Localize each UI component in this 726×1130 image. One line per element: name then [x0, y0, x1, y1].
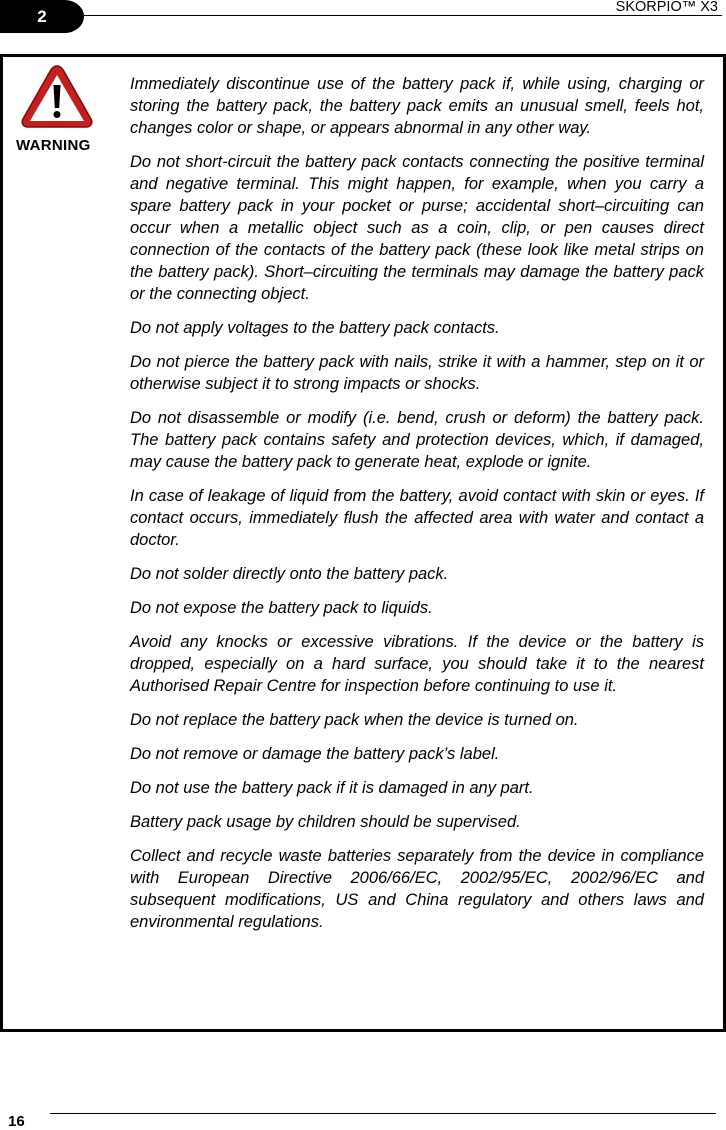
- header-rule: [84, 15, 722, 16]
- footer-rule: [50, 1113, 716, 1114]
- warning-paragraph: Do not expose the battery pack to liquids.: [130, 599, 433, 617]
- warning-paragraph: In case of leakage of liquid from the battery, avoid contact with skin or eyes. If contact occurs, immediately flush the affected area with water and contact a doctor.: [130, 487, 704, 549]
- warning-label: WARNING: [16, 137, 91, 154]
- warning-paragraph: Avoid any knocks or excessive vibrations. If the device or the battery is dropped, especially on a hard surface, you should take it to the nearest Authorised Repair Centre for inspection before continuing to use it.: [130, 633, 704, 695]
- warning-paragraph: Do not replace the battery pack when the device is turned on.: [130, 711, 579, 729]
- warning-paragraph: Battery pack usage by children should be supervised.: [130, 813, 521, 831]
- warning-paragraph: Do not remove or damage the battery pack’s label.: [130, 745, 500, 763]
- page-number: 16: [8, 1113, 25, 1130]
- warning-paragraph: Collect and recycle waste batteries separately from the device in compliance with European Directive 2006/66/EC, 2002/95/EC, 2002/96/EC and subsequent modifications, US and China regulatory and others laws and environmental regulations.: [130, 847, 704, 931]
- warning-paragraph: Do not solder directly onto the battery pack.: [130, 565, 449, 583]
- warning-paragraph: Do not pierce the battery pack with nails, strike it with a hammer, step on it or otherwise subject it to strong impacts or shocks.: [130, 353, 704, 393]
- warning-paragraph: Do not use the battery pack if it is damaged in any part.: [130, 779, 534, 797]
- warning-box: [0, 54, 726, 1032]
- warning-text: [130, 73, 704, 945]
- chapter-badge: [0, 0, 84, 33]
- warning-triangle-icon: [20, 63, 94, 129]
- warning-paragraph: Do not short-circuit the battery pack contacts connecting the positive terminal and negative terminal. This might happen, for example, when you carry a spare battery pack in your pocket or purse; accidental short–circuiting can occur when a metallic object such as a coin, clip, or pen causes direct connection of the contacts of the battery pack (these look like metal strips on the battery pack). Short–circuiting the terminals may damage the battery pack or the connecting object.: [130, 153, 704, 303]
- chapter-number: 2: [37, 6, 47, 26]
- product-title: SKORPIO™ X3: [612, 0, 718, 15]
- warning-paragraph: Do not disassemble or modify (i.e. bend, crush or deform) the battery pack. The battery pack contains safety and protection devices, which, if damaged, may cause the battery pack to generate heat, explode or ignite.: [130, 409, 704, 471]
- warning-paragraph: Do not apply voltages to the battery pack contacts.: [130, 319, 500, 337]
- warning-paragraph: Immediately discontinue use of the battery pack if, while using, charging or storing the battery pack, the battery pack emits an unusual smell, feels hot, changes color or shape, or appears abnormal in any other way.: [130, 75, 704, 137]
